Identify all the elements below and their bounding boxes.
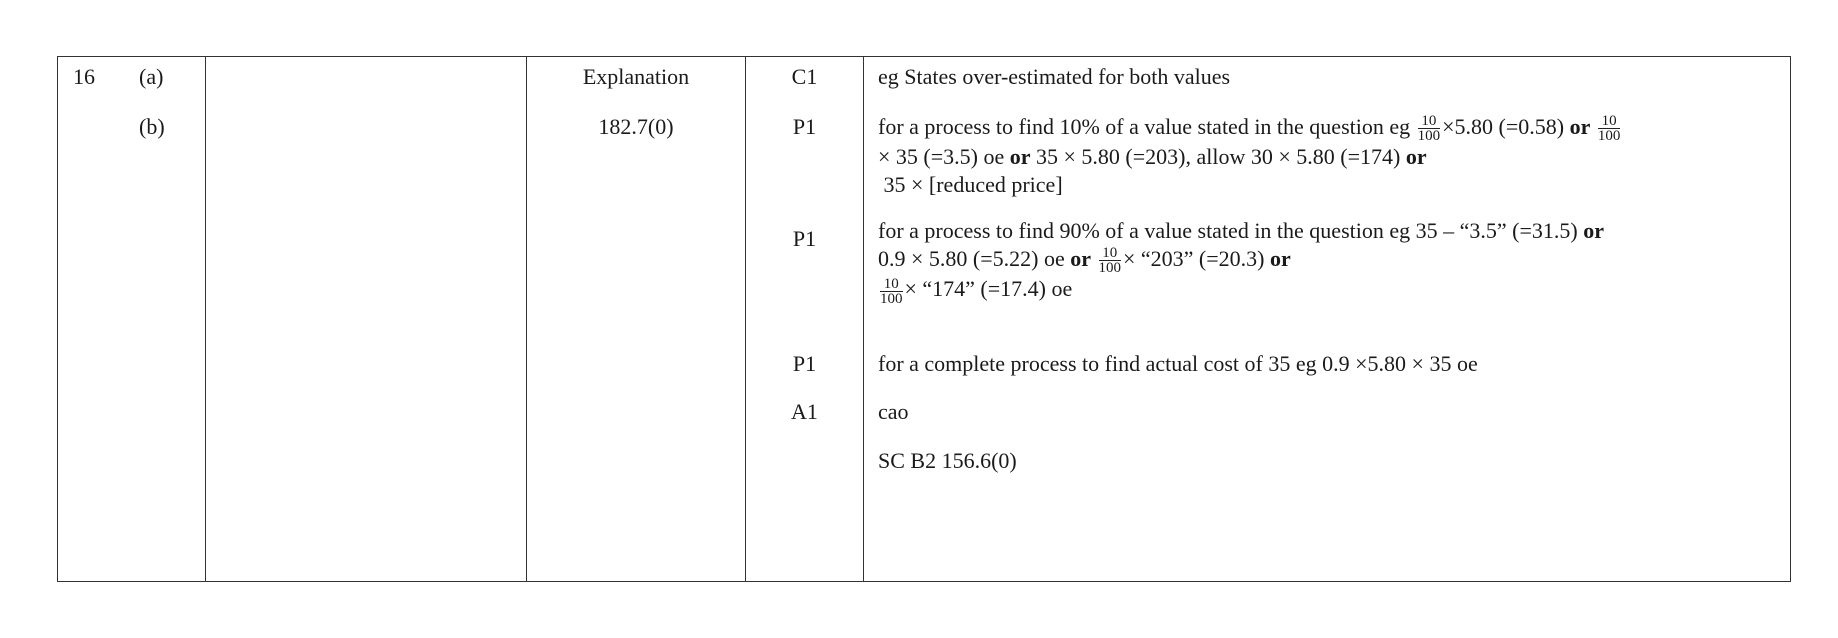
guidance-explanation: eg States over-estimated for both values bbox=[878, 64, 1231, 89]
mark-p1-first: P1 bbox=[792, 114, 817, 139]
mark-cell bbox=[746, 57, 864, 582]
mark-a1: A1 bbox=[791, 399, 818, 424]
part-label-b: (b) bbox=[139, 114, 165, 139]
answer-a: Explanation bbox=[582, 64, 690, 89]
guidance-90-percent: for a process to find 90% of a value stated in the question eg 35 – “3.5” (=31.5) or 0.9 × 5.80 (=5.22) oe or $\frac{10}{100}$ × “203” (=20.3) or $\frac{10}{100}$ × “174” (=17.4) oe bbox=[878, 218, 1604, 307]
answer-cell bbox=[527, 57, 746, 582]
guidance-10-percent: for a process to find 10% of a value stated in the question eg $\frac{10}{100}$ ×5.80 (=0.58) or $\frac{10}{100}$ × 35 (=3.5) oe or 35 × 5.80 (=203), allow 30 × 5.80 (=174) or 35 × [reduced price] bbox=[878, 113, 1621, 198]
answer-b: 182.7(0) bbox=[598, 114, 674, 139]
question-number: 16 bbox=[73, 64, 95, 89]
mark-p1-second: P1 bbox=[792, 226, 817, 251]
part-label-a: (a) bbox=[139, 64, 164, 89]
fraction: $\frac{10}{100}$ bbox=[1098, 245, 1121, 277]
guidance-cao: cao bbox=[878, 399, 909, 424]
mark-scheme-table bbox=[57, 56, 1791, 582]
question-cell bbox=[58, 57, 206, 582]
guidance-complete-process: for a complete process to find actual cost of 35 eg 0.9 ×5.80 × 35 oe bbox=[878, 351, 1478, 376]
working-cell bbox=[206, 57, 527, 582]
fraction: $\frac{10}{100}$ bbox=[1597, 113, 1621, 145]
question-row bbox=[58, 57, 1791, 582]
part-labels bbox=[139, 63, 165, 141]
guidance-cell bbox=[864, 57, 1791, 582]
fraction: $\frac{10}{100}$ bbox=[880, 275, 903, 307]
mark-c1: C1 bbox=[791, 64, 818, 89]
fraction: $\frac{10}{100}$ bbox=[1417, 113, 1441, 145]
mark-p1-third: P1 bbox=[792, 351, 817, 376]
guidance-special-case: SC B2 156.6(0) bbox=[878, 448, 1017, 473]
